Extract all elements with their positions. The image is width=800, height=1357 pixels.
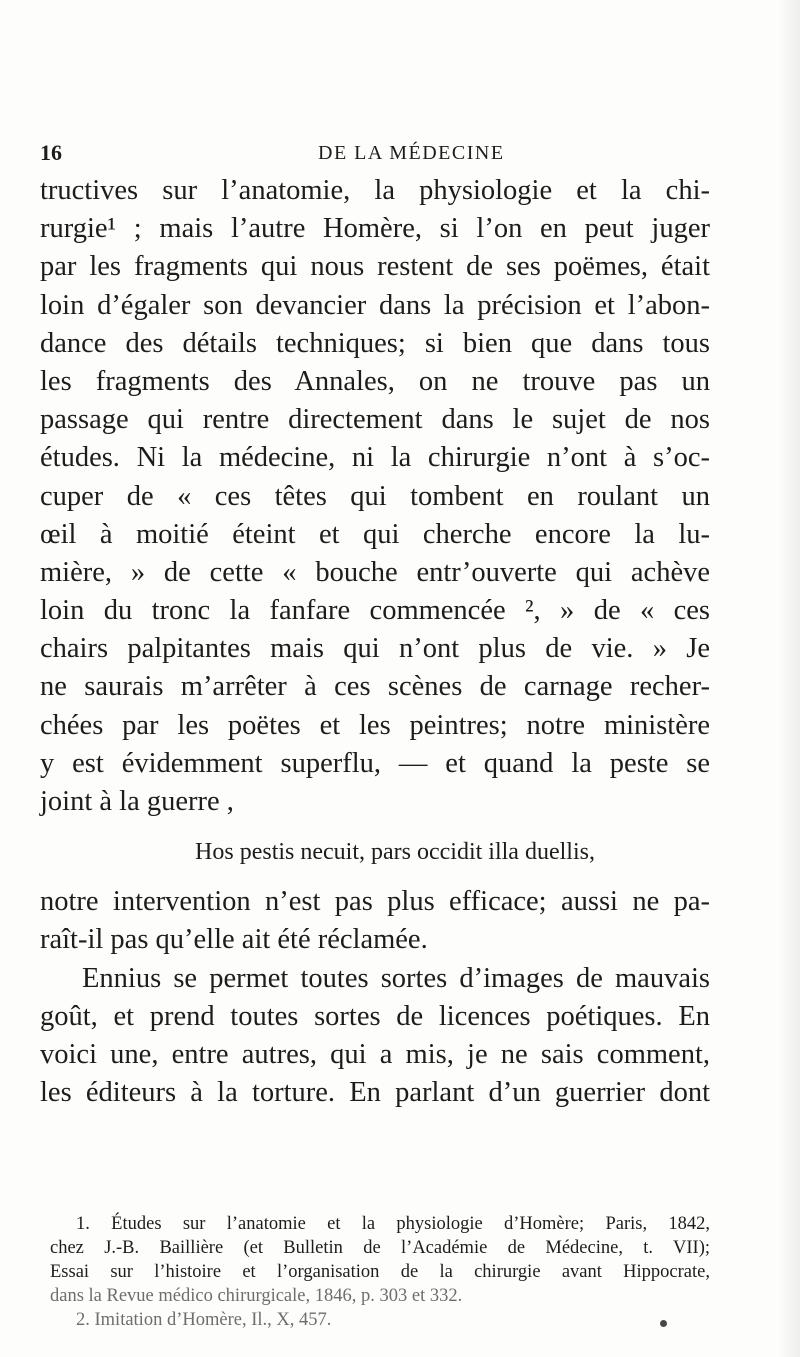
- text-line: ne saurais m’arrêter à ces scènes de carnage recher-: [40, 671, 710, 703]
- main-text: [40, 172, 710, 1112]
- text-line: tructives sur l’anatomie, la physiologie et la chi-: [40, 175, 710, 206]
- text-line: chées par les poëtes et les peintres; notre ministère: [40, 709, 710, 741]
- footnote-line: 2. Imitation d’Homère, Il., X, 457.: [76, 1310, 332, 1330]
- text-line: les éditeurs à la torture. En parlant d’un guerrier dont: [40, 1077, 710, 1109]
- text-line: loin d’égaler son devancier dans la précision et l’abon-: [40, 289, 710, 321]
- text-line: études. Ni la médecine, ni la chirurgie n’ont à s’oc-: [40, 442, 710, 474]
- text-line: Ennius se permet toutes sortes d’images de mauvais: [82, 962, 710, 994]
- text-line: loin du tronc la fanfare commencée ², » de « ces: [40, 595, 710, 627]
- text-line: les fragments des Annales, on ne trouve pas un: [40, 365, 710, 397]
- text-line: raît-il pas qu’elle ait été réclamée.: [40, 924, 428, 956]
- footnote-line: chez J.-B. Baillière (et Bulletin de l’Académie de Médecine, t. VII);: [50, 1238, 710, 1258]
- text-line: par les fragments qui nous restent de ses poëmes, était: [40, 251, 710, 283]
- text-line: joint à la guerre ,: [40, 786, 234, 817]
- running-title: DE LA MÉDECINE: [318, 142, 505, 164]
- footnote-line: Essai sur l’histoire et l’organisation de la chirurgie avant Hippocrate,: [50, 1262, 710, 1282]
- running-head: [40, 140, 740, 170]
- text-line: rurgie¹ ; mais l’autre Homère, si l’on en peut juger: [40, 213, 710, 245]
- text-line: chairs palpitantes mais qui n’ont plus de vie. » Je: [40, 633, 710, 665]
- text-line: passage qui rentre directement dans le sujet de nos: [40, 404, 710, 436]
- text-line: œil à moitié éteint et qui cherche encore la lu-: [40, 518, 710, 550]
- text-line: y est évidemment superflu, — et quand la peste se: [40, 747, 710, 779]
- page-number: 16: [40, 140, 62, 165]
- footnote-line: 1. Études sur l’anatomie et la physiologie d’Homère; Paris, 1842,: [76, 1214, 710, 1234]
- page-edge-shadow: [778, 0, 800, 1357]
- latin-verse-quote: Hos pestis necuit, pars occidit illa duellis,: [195, 839, 595, 866]
- text-line: cuper de « ces têtes qui tombent en roulant un: [40, 480, 710, 512]
- text-line: mière, » de cette « bouche entr’ouverte qui achève: [40, 556, 710, 588]
- text-line: notre intervention n’est pas plus efficace; aussi ne pa-: [40, 886, 710, 918]
- text-line: goût, et prend toutes sortes de licences poétiques. En: [40, 1000, 710, 1032]
- text-line: voici une, entre autres, qui a mis, je ne sais comment,: [40, 1038, 710, 1070]
- text-line: dance des détails techniques; si bien que dans tous: [40, 327, 710, 359]
- ink-dot: [660, 1320, 667, 1327]
- footnotes: [50, 1212, 710, 1332]
- footnote-line: dans la Revue médico chirurgicale, 1846, p. 303 et 332.: [50, 1286, 463, 1306]
